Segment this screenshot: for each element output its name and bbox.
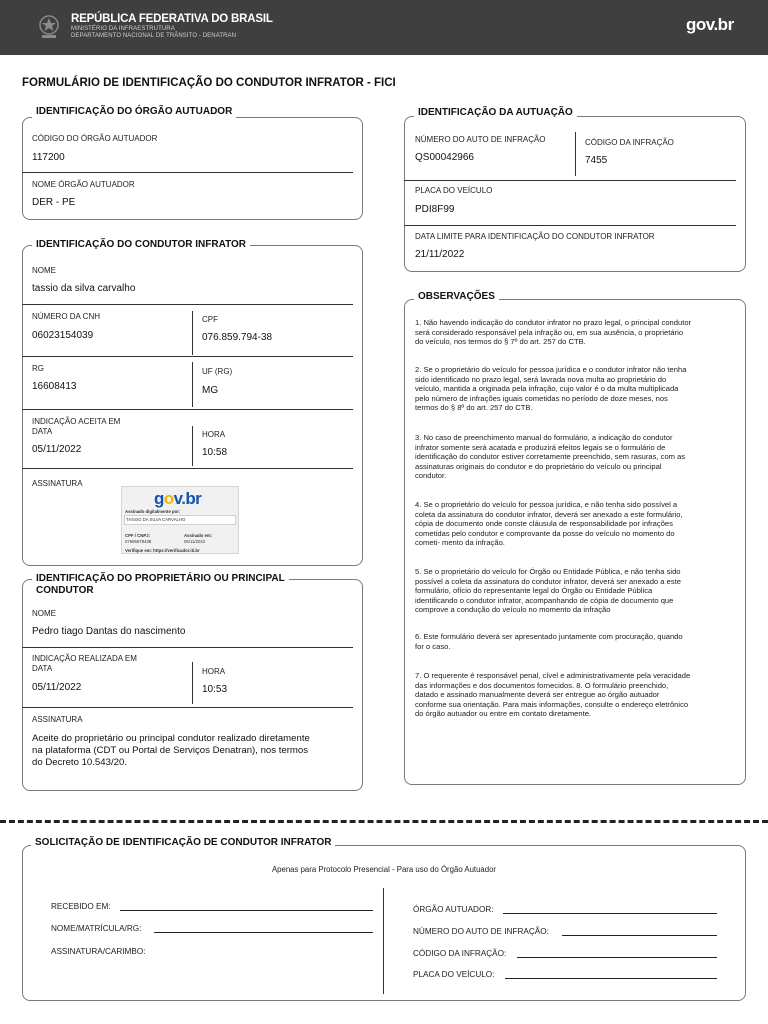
rg-label: RG xyxy=(32,364,44,373)
observacao-item xyxy=(415,567,681,615)
observacao-line: for o caso. xyxy=(415,641,451,651)
assinatura-label: ASSINATURA xyxy=(32,479,83,488)
divider xyxy=(192,362,193,407)
placa-label: PLACA DO VEÍCULO xyxy=(415,186,493,195)
assinatura-carimbo-label: ASSINATURA/CARIMBO: xyxy=(51,947,146,956)
form-title: FORMULÁRIO DE IDENTIFICAÇÃO DO CONDUTOR INFRATOR - FICI xyxy=(22,77,396,89)
nome-matricula-input-line[interactable] xyxy=(154,932,373,933)
observacao-line: será considerado responsável pela infração ou, em sua ausência, o proprietário xyxy=(415,327,684,337)
observacao-item xyxy=(415,500,683,548)
hora-label: HORA xyxy=(202,667,226,676)
observacao-line: 3. No caso de preenchimento manual do formulário, a indicação do condutor xyxy=(415,433,673,442)
nome-condutor-value: tassio da silva carvalho xyxy=(32,283,136,294)
codigo-infracao-input-line[interactable] xyxy=(517,957,717,958)
divider xyxy=(192,426,193,466)
divider xyxy=(22,707,353,708)
observacao-item xyxy=(415,365,686,413)
observacao-line: identificando o condutor infrator, acompanhando de cópia de documento que xyxy=(415,595,674,605)
nome-orgao-label: NOME ÓRGÃO AUTUADOR xyxy=(32,180,135,189)
ministerio-label: MINISTÉRIO DA INFRAESTRUTURA xyxy=(71,26,175,32)
codigo-infracao-req-label: CÓDIGO DA INFRAÇÃO: xyxy=(413,949,507,958)
nome-orgao-value: DER - PE xyxy=(32,197,76,208)
observacao-line: do veículo, nos termos do § 7º do art. 257 do CTB. xyxy=(415,337,586,347)
divider xyxy=(404,180,736,181)
placa-req-label: PLACA DO VEÍCULO: xyxy=(413,970,495,979)
observacao-line: 2. Se o proprietário do veículo for pessoa jurídica e o condutor infrator não tenha xyxy=(415,365,687,374)
assinatura-text-line3: do Decreto 10.543/20. xyxy=(32,757,127,768)
observacao-line: cometi- mento da infração. xyxy=(415,538,505,548)
proprietario-title-line1: IDENTIFICAÇÃO DO PROPRIETÁRIO OU PRINCIPAL xyxy=(36,573,285,584)
nome-proprietario-value: Pedro tiago Dantas do nascimento xyxy=(32,626,186,637)
auto-infracao-label: NÚMERO DO AUTO DE INFRAÇÃO xyxy=(415,135,546,144)
observacao-line: comprove a condução do veículo no momento da infração xyxy=(415,605,611,615)
uf-value: MG xyxy=(202,385,219,396)
observacao-line: 6. Este formulário deverá ser apresentado juntamente com procuração, quando xyxy=(415,632,683,641)
gov-header-bar xyxy=(0,0,768,55)
auto-infracao-value: QS00042966 xyxy=(415,152,474,163)
observacao-line: do órgão autuador ou entre em contato diretamente. xyxy=(415,709,592,719)
recebido-input-line[interactable] xyxy=(120,910,373,911)
orgao-autuador-input-line[interactable] xyxy=(503,913,717,914)
observacoes-title: OBSERVAÇÕES xyxy=(414,291,499,303)
proprietario-title xyxy=(32,573,289,597)
observacao-line: veículo, mantida a originada pela infração, cujo valor é o da multa multiplicada xyxy=(415,384,679,394)
divider xyxy=(22,304,353,305)
observacao-line: datado e assinado manualmente deverá ser entregue ao órgão autuador xyxy=(415,690,660,700)
divider xyxy=(192,662,193,704)
uf-label: UF (RG) xyxy=(202,367,233,376)
brasao-emblem-icon xyxy=(37,12,61,40)
stamp-assinado-em-value: 05/11/2022 xyxy=(184,539,206,544)
hora-condutor-value: 10:58 xyxy=(202,447,228,458)
codigo-infracao-value: 7455 xyxy=(585,155,608,166)
divider xyxy=(22,647,353,648)
stamp-assinado-label: Assinado digitalmente por: xyxy=(125,509,181,514)
govbr-stamp-logo: gov.br xyxy=(154,489,202,508)
data-label: DATA xyxy=(32,427,53,436)
placa-value: PDI8F99 xyxy=(415,204,455,215)
recebido-label: RECEBIDO EM: xyxy=(51,902,111,911)
hora-label: HORA xyxy=(202,430,226,439)
observacao-line: 7. O requerente é responsável penal, cível e administrativamente pela veracidade xyxy=(415,671,691,680)
divider xyxy=(575,132,576,176)
rg-value: 16608413 xyxy=(32,381,77,392)
observacao-line: coleta da assinatura do condutor infrator, deverá ser anexado a este formulário, xyxy=(415,509,683,519)
nome-matricula-label: NOME/MATRÍCULA/RG: xyxy=(51,924,142,933)
observacao-line: 1. Não havendo indicação do condutor infrator no prazo legal, o principal condutor xyxy=(415,318,692,327)
observacao-line: condutor. xyxy=(415,471,447,481)
observacao-line: possível a coleta da assinatura do condutor infrator, deverá ser anexado a este xyxy=(415,576,681,586)
codigo-orgao-label: CÓDIGO DO ÓRGÃO AUTUADOR xyxy=(32,134,158,143)
condutor-title: IDENTIFICAÇÃO DO CONDUTOR INFRATOR xyxy=(32,239,250,251)
cut-line xyxy=(0,820,768,823)
autuacao-title: IDENTIFICAÇÃO DA AUTUAÇÃO xyxy=(414,107,577,119)
observacao-line: pelo número de infrações iguais cometidas no período de doze meses, nos xyxy=(415,393,668,403)
observacao-line: identificação do condutor estiver corretamente preenchido, sem rasuras, com as xyxy=(415,452,686,462)
observacao-line: termos do § 8º do art. 257 do CTB. xyxy=(415,403,533,413)
data-proprietario-value: 05/11/2022 xyxy=(32,682,82,693)
observacao-line: formulário, ofício do representante legal do Órgão ou Entidade Pública xyxy=(415,586,653,596)
observacao-line: conforme sua orientação. Para mais informações, consulte o endereço eletrônico xyxy=(415,699,689,709)
divider xyxy=(192,311,193,355)
govbr-logo[interactable]: gov.br xyxy=(686,15,734,34)
observacao-line: sido identificado no prazo legal, será lavrada nova multa ao proprietário do xyxy=(415,374,667,384)
orgao-autuador-label: ÓRGÃO AUTUADOR: xyxy=(413,905,494,914)
codigo-orgao-value: 117200 xyxy=(32,152,65,163)
observacao-line: infrator somente será acatada e produzirá efeitos legais se o formulário de xyxy=(415,442,666,452)
numero-auto-label: NÚMERO DO AUTO DE INFRAÇÃO: xyxy=(413,927,549,936)
hora-proprietario-value: 10:53 xyxy=(202,684,228,695)
observacao-item xyxy=(415,433,685,481)
orgao-autuador-title: IDENTIFICAÇÃO DO ÓRGÃO AUTUADOR xyxy=(32,106,236,118)
data-limite-label: DATA LIMITE PARA IDENTIFICAÇÃO DO CONDUTOR INFRATOR xyxy=(415,232,655,241)
nome-proprietario-label: NOME xyxy=(32,609,56,618)
indicacao-aceita-label: INDICAÇÃO ACEITA EM xyxy=(32,417,121,426)
data-limite-value: 21/11/2022 xyxy=(415,249,465,260)
divider xyxy=(383,888,384,994)
codigo-infracao-label: CÓDIGO DA INFRAÇÃO xyxy=(585,138,674,147)
proprietario-title-line2: CONDUTOR xyxy=(36,585,94,596)
divider xyxy=(404,225,736,226)
cnh-label: NÚMERO DA CNH xyxy=(32,312,101,321)
observacao-item xyxy=(415,318,691,347)
observacao-line: cópia de documento onde conste cláusula de responsabilidade por infrações xyxy=(415,519,673,529)
data-condutor-value: 05/11/2022 xyxy=(32,444,82,455)
observacao-line: assinaturas originais do condutor e do proprietário do veículo ou principal xyxy=(415,461,662,471)
data-label: DATA xyxy=(32,664,53,673)
stamp-assinado-nome: TASSIO DA SILVA CARVALHO xyxy=(126,517,186,522)
divider xyxy=(22,356,353,357)
numero-auto-input-line[interactable] xyxy=(562,935,717,936)
nome-condutor-label: NOME xyxy=(32,266,56,275)
placa-input-line[interactable] xyxy=(505,978,717,979)
republica-title: REPÚBLICA FEDERATIVA DO BRASIL xyxy=(71,13,273,25)
govbr-signature-stamp xyxy=(121,486,239,554)
cnh-value: 06023154039 xyxy=(32,330,94,341)
cpf-label: CPF xyxy=(202,315,218,324)
observacao-line: das informações e dos documentos fornecidos. 8. O formulário preenchido, xyxy=(415,680,669,690)
cpf-value: 076.859.794-38 xyxy=(202,332,273,343)
stamp-cpf-value: 07685979438 xyxy=(125,539,152,544)
divider xyxy=(22,172,353,173)
assinatura-text-line1: Aceite do proprietário ou principal condutor realizado diretamente xyxy=(32,733,310,744)
departamento-label: DEPARTAMENTO NACIONAL DE TRÂNSITO - DENATRAN xyxy=(71,33,237,39)
stamp-verifique: Verifique em: https://verificador.iti.br xyxy=(125,548,200,553)
indicacao-realizada-label: INDICAÇÃO REALIZADA EM xyxy=(32,654,137,663)
observacao-line: 5. Se o proprietário do veículo for Órgão ou Entidade Pública, e não tenha sido xyxy=(415,567,681,576)
assinatura-label: ASSINATURA xyxy=(32,715,83,724)
observacao-line: cometidas pelo condutor e comprovante da posse do veículo no momento do xyxy=(415,528,675,538)
stamp-assinado-em-label: Assinado em: xyxy=(184,533,213,538)
solicitacao-subtitle: Apenas para Protocolo Presencial - Para uso do Órgão Autuador xyxy=(271,865,497,874)
stamp-cpf-label: CPF / CNPJ: xyxy=(125,533,151,538)
divider xyxy=(22,409,353,410)
assinatura-text-line2: na plataforma (CDT ou Portal de Serviços Denatran), nos termos xyxy=(32,745,309,756)
observacao-line: 4. Se o proprietário do veículo for pessoa jurídica, e não tenha sido possível a xyxy=(415,500,678,509)
solicitacao-title: SOLICITAÇÃO DE IDENTIFICAÇÃO DE CONDUTOR INFRATOR xyxy=(31,837,335,849)
divider xyxy=(22,468,353,469)
observacao-item xyxy=(415,671,690,719)
observacao-item xyxy=(415,632,683,651)
